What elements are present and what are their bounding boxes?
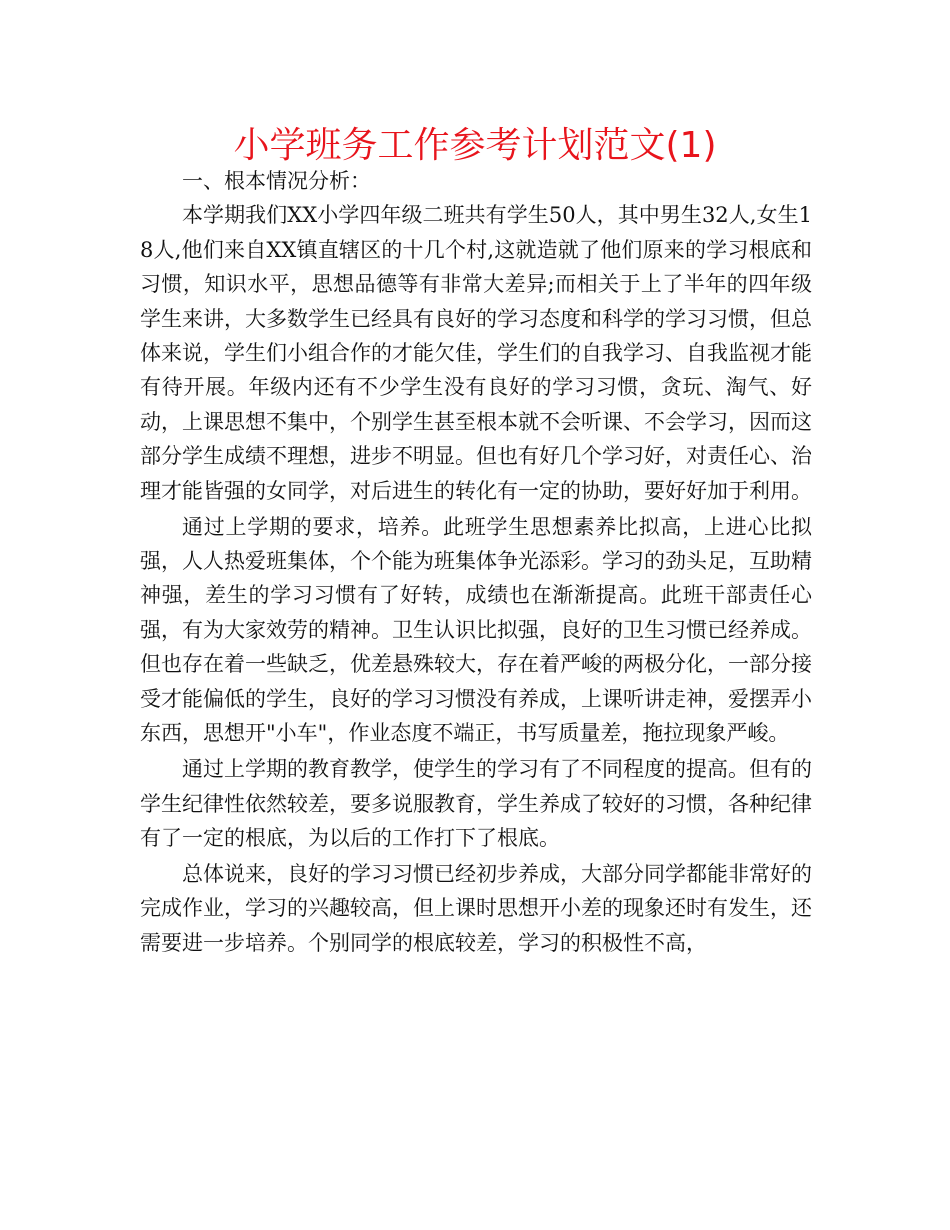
paragraph: 通过上学期的要求，培养。此班学生思想素养比拟高，上进心比拟强，人人热爱班集体，个个能为班集体争光添彩。学习的劲头足，互助精神强，差生的学习习惯有了好转，成绩也在渐渐提高。此班干部责任心强，有为大家效劳的精神。卫生认识比拟强，良好的卫生习惯已经养成。但也存在着一些缺乏，优差悬殊较大，存在着严峻的两极分化，一部分接受才能偏低的学生，良好的学习习惯没有养成，上课听讲走神，爱摆弄小东西，思想开"小车"，作业态度不端正，书写质量差，拖拉现象严峻。 — [140, 514, 812, 746]
document-body — [140, 164, 812, 962]
document-title: 小学班务工作参考计划范文(1) — [233, 125, 717, 166]
paragraph: 本学期我们XX小学四年级二班共有学生50人，其中男生32人,女生18人,他们来自XX镇直辖区的十几个村,这就造就了他们原来的学习根底和习惯，知识水平，思想品德等有非常大差异;而相关于上了半年的四年级学生来讲，大多数学生已经具有良好的学习态度和科学的学习习惯，但总体来说，学生们小组合作的才能欠佳，学生们的自我学习、自我监视才能有待开展。年级内还有不少学生没有良好的学习习惯，贪玩、淘气、好动，上课思想不集中，个别学生甚至根本就不会听课、不会学习，因而这部分学生成绩不理想，进步不明显。但也有好几个学习好，对责任心、治理才能皆强的女同学，对后进生的转化有一定的协助，要好好加于利用。 — [140, 203, 812, 503]
paragraph: 总体说来，良好的学习习惯已经初步养成，大部分同学都能非常好的完成作业，学习的兴趣较高，但上课时思想开小差的现象还时有发生，还需要进一步培养。个别同学的根底较差，学习的积极性不高， — [140, 861, 812, 955]
section-heading: 一、根本情况分析： — [182, 169, 371, 193]
paragraph: 通过上学期的教育教学，使学生的学习有了不同程度的提高。但有的学生纪律性依然较差，要多说服教育，学生养成了较好的习惯，各种纪律有了一定的根底，为以后的工作打下了根底。 — [140, 757, 812, 850]
